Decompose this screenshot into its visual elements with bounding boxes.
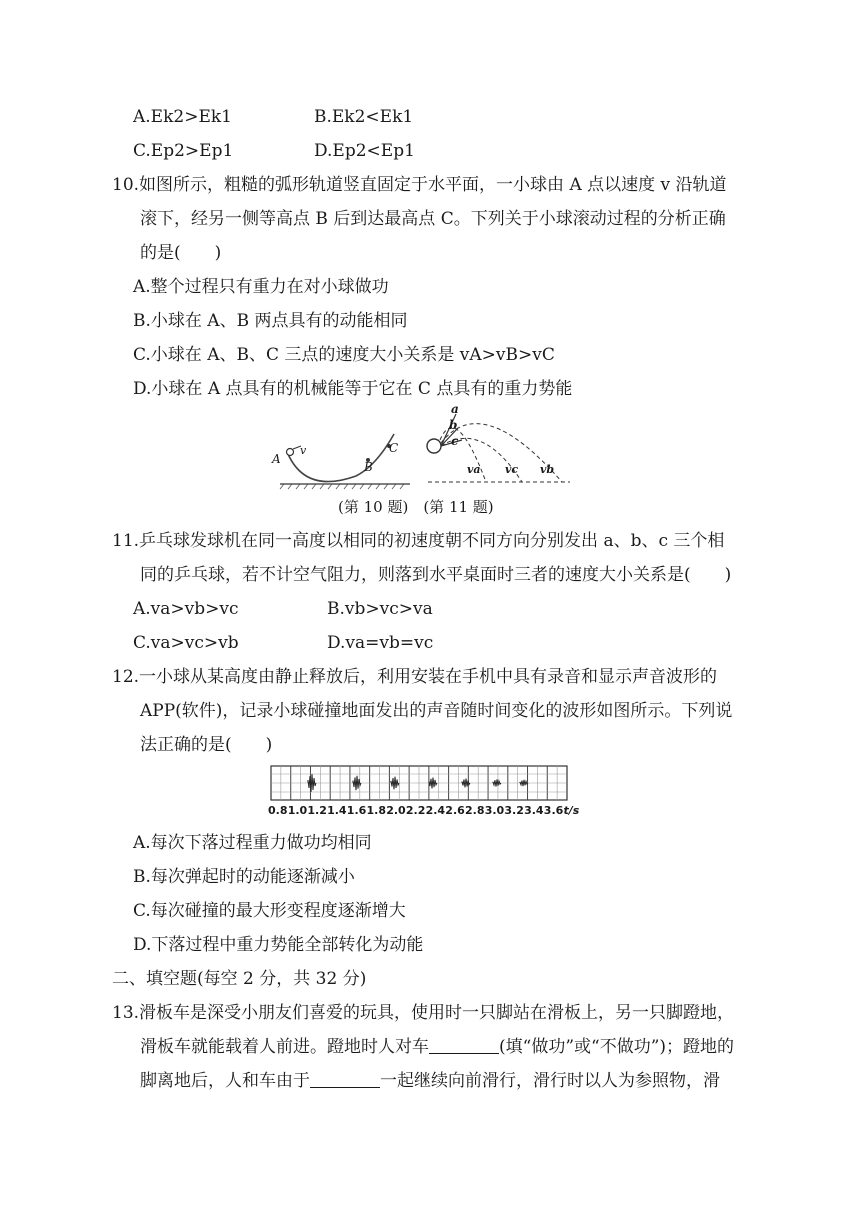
q10-stem-line3: 的是( ): [140, 243, 222, 263]
q13-line3-part1: 脚离地后，人和车由于: [140, 1071, 310, 1091]
waveform-tick-label: 1.4: [327, 804, 347, 817]
fig10-label-b: B: [364, 460, 373, 474]
q12-option-d: D.下落过程中重力势能全部转化为动能: [133, 935, 424, 955]
q13-line3-part2: 一起继续向前滑行，滑行时以人为参照物，滑: [380, 1071, 720, 1091]
waveform-tick-label: 3.2: [504, 804, 524, 817]
fig11-label-vc: vc: [505, 463, 519, 476]
waveform-tick-label: 3.0: [484, 804, 505, 817]
waveform-tick-label: 2.2: [405, 804, 426, 817]
q13-stem-line3: [140, 1070, 720, 1092]
fig11-label-c: c: [451, 434, 459, 448]
q11-option-b: B.vb>vc>va: [327, 599, 433, 619]
waveform-tick-label: 3.4: [524, 804, 544, 817]
waveform-tick-label: 1.2: [307, 804, 327, 817]
waveform-tick-label: 0.8: [268, 804, 288, 817]
q12-option-c: C.每次碰撞的最大形变程度逐渐增大: [133, 901, 406, 921]
fig10-label-c: C: [389, 441, 399, 455]
q10-option-d: D.小球在 A 点具有的机械能等于它在 C 点具有的重力势能: [133, 379, 573, 399]
fig10-label-v: v: [300, 444, 307, 457]
waveform-grid: [270, 765, 570, 803]
q12-option-a: A.每次下落过程重力做功均相同: [133, 833, 372, 853]
q13-line2-part2: (填“做功”或“不做功”)；蹬地的: [499, 1037, 735, 1057]
waveform-tick-label: 2.6: [445, 804, 465, 817]
q11-stem-line1: 11.乒乓球发球机在同一高度以相同的初速度朝不同方向分别发出 a、b、c 三个相: [112, 531, 725, 551]
answer-blank-1[interactable]: [429, 1037, 499, 1054]
figure-caption: (第 10 题) (第 11 题): [338, 498, 494, 516]
waveform-tick-label: 2.8: [465, 804, 485, 817]
q11-option-a: A.va>vb>vc: [133, 599, 239, 619]
q9-option-a: A.Ek2>Ek1: [133, 107, 232, 127]
q13-stem-line1: 13.滑板车是深受小朋友们喜爱的玩具，使用时一只脚站在滑板上，另一只脚蹬地，: [112, 1003, 735, 1023]
fig10-label-a: A: [272, 452, 281, 466]
waveform-tick-label: t/s: [563, 804, 580, 817]
q10-stem-line1: 10.如图所示，粗糙的弧形轨道竖直固定于水平面，一小球由 A 点以速度 v 沿轨道: [112, 175, 727, 195]
q12-option-b: B.每次弹起时的动能逐渐减小: [133, 867, 355, 887]
q12-stem-line1: 12.一小球从某高度由静止释放后，利用安装在手机中具有录音和显示声音波形的: [112, 667, 718, 687]
q10-option-c: C.小球在 A、B、C 三点的速度大小关系是 vA>vB>vC: [133, 345, 555, 365]
fig11-label-b: b: [449, 418, 458, 432]
fig11-label-vb: vb: [540, 463, 555, 476]
q10-option-a: A.整个过程只有重力在对小球做功: [133, 277, 389, 297]
sound-waveform: [270, 765, 570, 803]
q9-option-b: B.Ek2<Ek1: [314, 107, 414, 127]
q11-option-c: C.va>vc>vb: [133, 633, 239, 653]
fig11-label-va: va: [467, 463, 481, 476]
q13-line2-part1: 滑板车就能载着人前进。蹬地时人对车: [140, 1037, 429, 1057]
waveform-tick-label: 3.6: [543, 804, 564, 817]
waveform-tick-label: 2.4: [425, 804, 446, 817]
q10-option-b: B.小球在 A、B 两点具有的动能相同: [133, 311, 408, 331]
section-heading: 二、填空题(每空 2 分，共 32 分): [112, 969, 367, 989]
waveform-tick-label: 1.8: [366, 804, 386, 817]
q9-option-c: C.Ep2>Ep1: [133, 141, 234, 161]
q10-stem-line2: 滚下，经另一侧等高点 B 后到达最高点 C。下列关于小球滚动过程的分析正确: [140, 209, 726, 229]
q12-stem-line3: 法正确的是( ): [140, 735, 273, 755]
q12-stem-line2: APP(软件)，记录小球碰撞地面发出的声音随时间变化的波形如图所示。下列说: [140, 701, 733, 721]
q11-option-d: D.va=vb=vc: [327, 633, 434, 653]
waveform-tick-label: 1.0: [287, 804, 308, 817]
q9-option-d: D.Ep2<Ep1: [314, 141, 415, 161]
fig11-label-a: a: [451, 402, 459, 416]
answer-blank-2[interactable]: [310, 1071, 380, 1088]
q13-stem-line2: [140, 1036, 734, 1058]
waveform-tick-label: 2.0: [386, 804, 406, 817]
waveform-ticks: [268, 804, 580, 820]
q11-stem-line2: 同的乒乓球，若不计空气阻力，则落到水平桌面时三者的速度大小关系是( ): [140, 565, 732, 585]
waveform-tick-label: 1.6: [346, 804, 367, 817]
